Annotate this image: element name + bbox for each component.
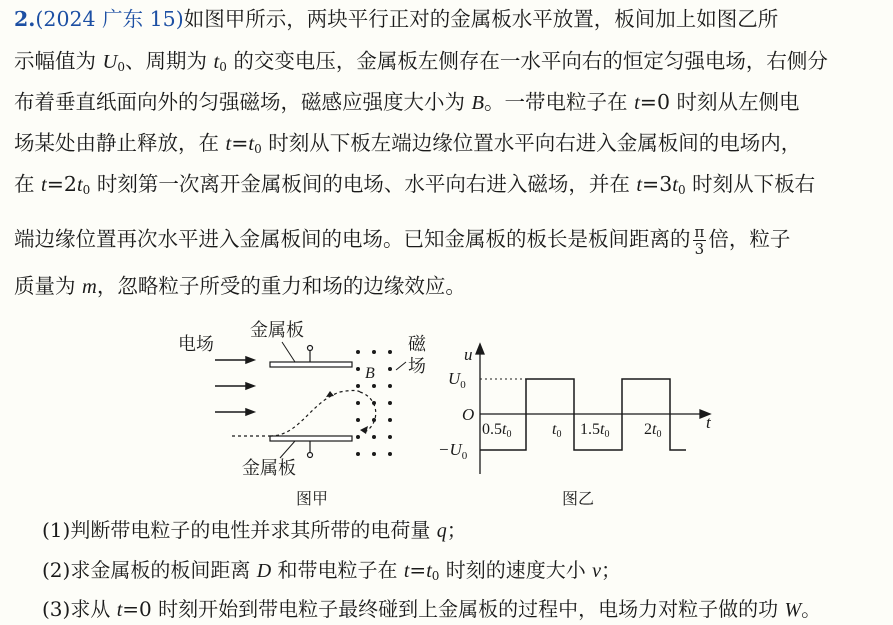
tick-label-2t0: 2t0: [644, 421, 662, 440]
math-variable: t: [634, 92, 640, 114]
label-magnetic-1: 磁: [408, 334, 426, 354]
tick-label-0.5t0: 0.5t0: [482, 421, 512, 440]
problem-line-2: 示幅值为 $U_0$、周期为 $t_0$ 的交变电压，金属板左侧存在一水平向右的恒定匀强电场，右侧分: [14, 49, 828, 74]
axis-t-label: t: [706, 413, 711, 432]
math-variable: t: [116, 599, 123, 621]
subscript: 0: [219, 60, 227, 74]
bottom-plate: [270, 436, 352, 458]
top-plate: [270, 342, 352, 367]
origin-label: O: [462, 405, 475, 424]
math-variable: t: [76, 174, 83, 196]
problem-source: (2024 广东 15): [35, 7, 184, 31]
subscript: 0: [117, 60, 125, 74]
math-variable: v: [592, 560, 601, 582]
caption-figure-a: 图甲: [296, 491, 329, 508]
math-variable: t: [248, 133, 255, 155]
question-1: (1)判断带电粒子的电性并求其所带的电荷量 q；: [42, 518, 467, 542]
subscript: 0: [254, 142, 262, 156]
problem-line-1: [14, 7, 884, 31]
problem-line-7: 质量为 m，忽略粒子所受的重力和场的边缘效应。: [14, 274, 466, 298]
label-neg-U0: $-U_0$: [438, 440, 468, 462]
label-U0: $U_0$: [448, 369, 466, 391]
label-plate-bottom: 金属板: [242, 458, 296, 478]
problem-line-5: 在 $t=2t_0$ 时刻第一次离开金属板间的电场、水平向右进入磁场，并在 $t=3t_0$ 时刻从下板右: [14, 172, 816, 197]
math-variable: B: [471, 92, 485, 114]
caption-figure-b: 图乙: [562, 491, 595, 508]
math-variable: W: [784, 599, 802, 621]
problem-line-1-body: 如图甲所示，两块平行正对的金属板水平放置，板间加上如图乙所: [183, 7, 779, 31]
label-magnetic-2: 场: [408, 356, 426, 376]
figure-b: [436, 338, 726, 513]
magnetic-label-leader: [396, 362, 406, 370]
particle-trajectory: [232, 391, 376, 437]
math-variable: t: [41, 174, 47, 196]
tick-label-1.5t0: 1.5t0: [580, 421, 610, 440]
math-variable: t: [426, 560, 432, 582]
fraction: $\frac{\pi}{3}$: [694, 223, 705, 258]
label-plate-top: 金属板: [250, 320, 304, 340]
math-variable: U: [102, 51, 118, 73]
problem-line-6: 端边缘位置再次水平进入金属板间的电场。已知金属板的板长是板间距离的 $\frac{\pi}{3}$ 倍，粒子: [14, 223, 791, 258]
math-variable: q: [436, 520, 447, 542]
figure-a: [170, 312, 450, 512]
math-variable: t: [636, 174, 643, 196]
axes: [476, 344, 710, 474]
math-variable: m: [82, 276, 97, 298]
math-variable: t: [403, 560, 410, 582]
problem-number: 2.: [14, 7, 36, 31]
math-variable: t: [213, 51, 220, 73]
problem-line-4: 场某处由静止释放，在 $t=t_0$ 时刻从下板左端边缘位置水平向右进入金属板间的电场内，: [14, 131, 802, 156]
axis-u-label: u: [464, 345, 473, 364]
label-electric-field: 电场: [178, 334, 214, 354]
question-2: (2)求金属板的板间距离 D 和带电粒子在 $t=t_0$ 时刻的速度大小 v；: [42, 558, 621, 583]
subscript: 0: [677, 183, 686, 197]
label-B: B: [365, 365, 375, 382]
electric-field-arrows: [215, 357, 254, 415]
problem-line-3: 布着垂直纸面向外的匀强磁场，磁感应强度大小为 B。一带电粒子在 t=0 时刻从左侧电: [14, 90, 800, 114]
tick-label-t0: t0: [552, 421, 562, 440]
math-variable: D: [256, 560, 272, 582]
math-variable: t: [672, 174, 678, 196]
question-3: (3)求从 t=0 时刻开始到带电粒子最终碰到上金属板的过程中，电场力对粒子做的功 W。: [42, 597, 822, 621]
math-variable: t: [225, 133, 232, 155]
subscript: 0: [82, 183, 91, 197]
subscript: 0: [431, 569, 440, 583]
